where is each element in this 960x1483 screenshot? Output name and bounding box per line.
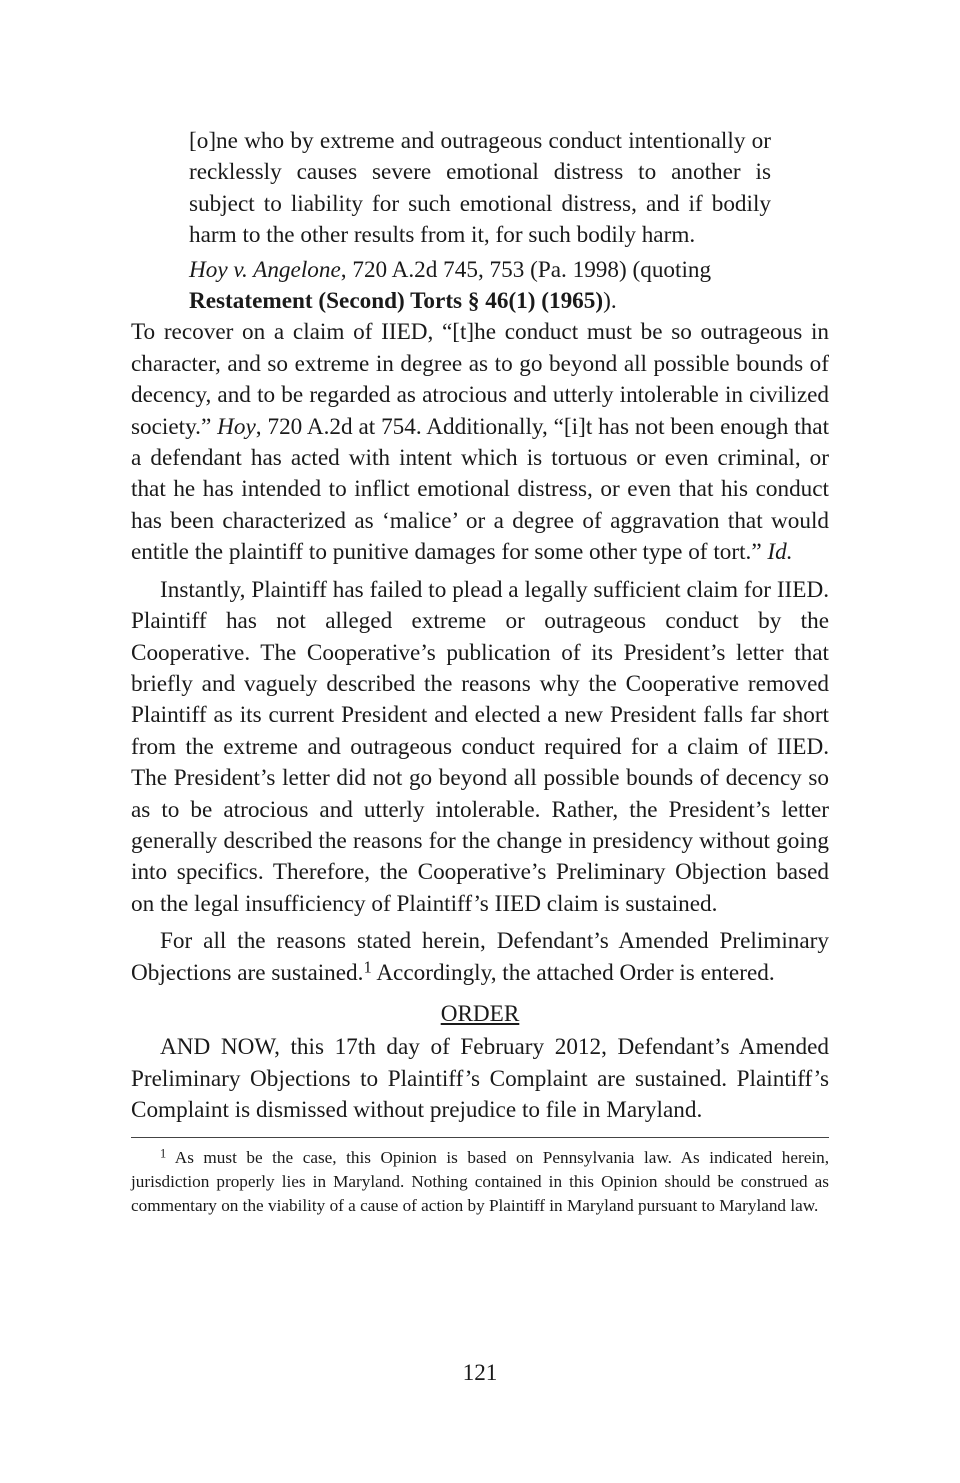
paragraph-iied-standard xyxy=(131,317,829,568)
quote-citation xyxy=(189,255,771,318)
block-quote-text: [o]ne who by extreme and outrageous conduct intentionally or recklessly causes severe emotional distress to another is subject to liability for such emotional distress, and if bodily harm to the other results from it, for such bodily harm. xyxy=(189,128,771,249)
page-number: 121 xyxy=(462,1360,498,1386)
order-heading: ORDER xyxy=(440,1000,520,1027)
paragraph-analysis: Instantly, Plaintiff has failed to plead a legally sufficient claim for IIED. Plaintiff has not alleged extreme or outrageous conduct by the Cooperative. The Cooperative’s publication of its President’s letter that briefly and vaguely described the reasons why the Cooperative removed Plaintiff as its current President and elected a new President falls far short from the extreme and outrageous conduct required for a claim of IIED. The President’s letter did not go beyond all possible bounds of decency so as to be atrocious and utterly intolerable. Rather, the President’s letter generally described the reasons for the change in presidency without going into specifics. Therefore, the Cooperative’s Preliminary Objection based on the legal insufficiency of Plaintiff’s IIED claim is sustained. xyxy=(131,576,829,917)
footnote-divider xyxy=(131,1137,829,1138)
text-column xyxy=(131,126,829,1218)
footnote xyxy=(131,1146,829,1219)
paragraph-conclusion xyxy=(131,926,829,989)
citation-source: Restatement (Second) Torts § 46(1) (1965) xyxy=(189,288,604,315)
paragraph-conclusion-part1: For all the reasons stated herein, Defendant’s Amended Preliminary Objections are sustained. xyxy=(131,928,829,986)
order-text: AND NOW, this 17th day of February 2012, Defendant’s Amended Preliminary Objections to Plaintiff’s Complaint are sustained. Plaintiff’s Complaint is dismissed without prejudice to file in Maryland. xyxy=(131,1034,829,1124)
paragraph-iied-ref1: Hoy xyxy=(217,413,256,440)
citation-reporter: , 720 A.2d 745, 753 (Pa. 1998) (quoting xyxy=(340,256,712,283)
paragraph-iied-part1: To recover on a claim of IIED, “[t]he conduct must be so outrageous in character, and so extreme in degree as to go beyond all possible bounds of decency, and to be regarded as atrocious and utterly intolerable in civilized society.” xyxy=(131,319,829,440)
footnote-reference: 1 xyxy=(363,957,372,977)
footnote-text: As must be the case, this Opinion is based on Pennsylvania law. As indicated herein, jurisdiction properly lies in Maryland. Nothing contained in this Opinion should be construed as commentary on the viability of a cause of action by Plaintiff in Maryland pursuant to Maryland law. xyxy=(131,1147,829,1215)
block-quote xyxy=(189,126,771,252)
paragraph-iied-part2: , 720 A.2d at 754. Additionally, “[i]t has not been enough that a defendant has acted with intent which is tortuous or even criminal, or that he has intended to inflict emotional distress, or even that his conduct has been characterized as ‘malice’ or a degree of aggravation that would entitle the plaintiff to punitive damages for some other type of tort.” xyxy=(131,413,830,566)
footnote-mark: 1 xyxy=(160,1146,167,1161)
paragraph-iied-ref2: Id. xyxy=(767,539,793,566)
citation-end: ). xyxy=(603,288,617,315)
citation-case-name: Hoy v. Angelone xyxy=(189,256,341,283)
paragraph-conclusion-part2: Accordingly, the attached Order is entered. xyxy=(371,959,775,986)
